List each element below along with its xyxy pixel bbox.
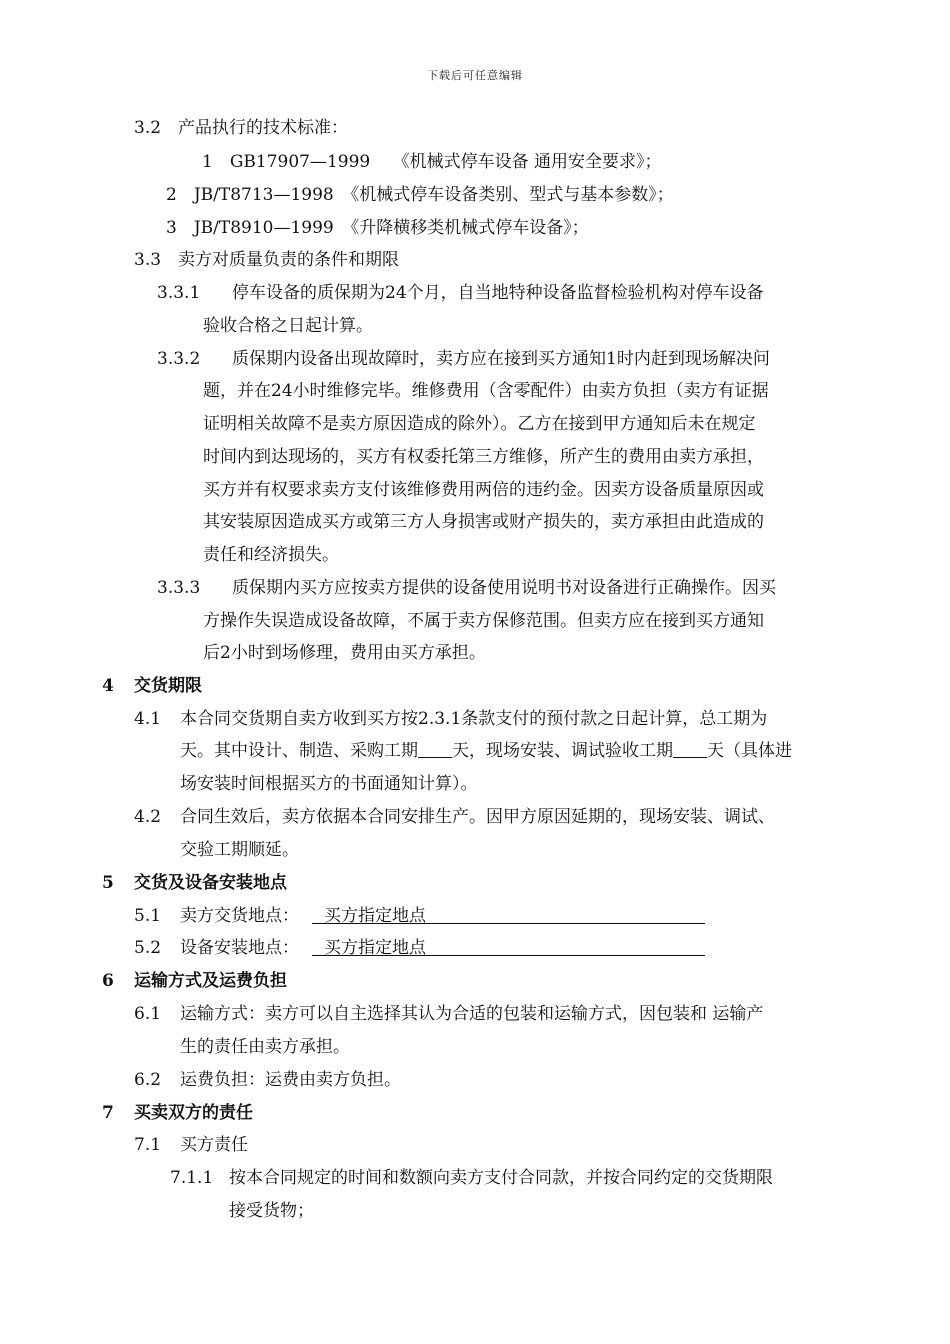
install-period-blank	[673, 741, 707, 761]
clause-4-2-line: 交验工期顺延。	[180, 840, 299, 860]
clause-3-3-2-line: 质保期内设备出现故障时，卖方应在接到买方通知1时内赶到现场解决问	[232, 349, 770, 369]
section-5-number: 5	[102, 873, 114, 893]
clause-5-2-label: 设备安装地点：	[180, 938, 299, 958]
clause-4-1-number: 4.1	[134, 709, 162, 729]
clause-3-3-2-line: 证明相关故障不是卖方原因造成的除外）。乙方在接到甲方通知后未在规定	[203, 414, 756, 434]
section-6-title: 运输方式及运费负担	[134, 971, 287, 991]
standard-item-1: 1 GB17907—1999 《机械式停车设备 通用安全要求》；	[202, 152, 662, 172]
clause-7-1-title: 买方责任	[180, 1135, 248, 1155]
clause-4-1-text: 天，现场安装、调试验收工期	[452, 741, 673, 761]
clause-7-1-1-number: 7.1.1	[170, 1168, 214, 1188]
clause-3-3-2-line: 时间内到达现场的，买方有权委托第三方维修，所产生的费用由卖方承担，	[203, 447, 764, 467]
clause-5-1-number: 5.1	[134, 906, 162, 926]
standard-item-2: 2 JB/T8713—1998 《机械式停车设备类别、型式与基本参数》；	[166, 185, 674, 205]
clause-3-3-1-line: 停车设备的质保期为24个月，自当地特种设备监督检验机构对停车设备	[232, 283, 764, 303]
clause-4-2-number: 4.2	[134, 807, 162, 827]
clause-5-1-label: 卖方交货地点：	[180, 906, 299, 926]
clause-3-3-2-line: 其安装原因造成买方或第三方人身损害或财产损失的，卖方承担由此造成的	[203, 512, 764, 532]
clause-6-1-line: 运输方式：卖方可以自主选择其认为合适的包装和运输方式，因包装和 运输产	[180, 1004, 764, 1024]
clause-6-1-number: 6.1	[134, 1004, 162, 1024]
clause-7-1-1-line: 按本合同规定的时间和数额向卖方支付合同款，并按合同约定的交货期限	[229, 1168, 773, 1188]
section-4-number: 4	[102, 676, 114, 696]
delivery-location-value: 买方指定地点	[312, 906, 705, 924]
clause-4-1-text: 天（具体进	[707, 741, 792, 761]
section-3-3-title: 3.3 卖方对质量负责的条件和期限	[134, 250, 400, 270]
clause-7-1-1-line: 接受货物；	[229, 1201, 314, 1221]
clause-3-3-2-line: 题，并在24小时维修完毕。维修费用（含零配件）由卖方负担（卖方有证据	[203, 381, 769, 401]
clause-6-2-line: 运费负担：运费由卖方负担。	[180, 1070, 401, 1090]
delivery-location-field	[312, 906, 705, 926]
clause-6-1-line: 生的责任由卖方承担。	[180, 1037, 350, 1057]
section-3-2-title: 3.2 产品执行的技术标准：	[134, 118, 349, 138]
clause-3-3-3-line: 质保期内买方应按卖方提供的设备使用说明书对设备进行正确操作。因买	[232, 578, 776, 598]
section-7-title: 买卖双方的责任	[134, 1103, 253, 1123]
clause-7-1-number: 7.1	[134, 1135, 162, 1155]
clause-3-3-3-number: 3.3.3	[157, 578, 201, 598]
clause-4-1-line	[180, 741, 792, 761]
page-header: 下载后可任意编辑	[427, 69, 523, 82]
section-6-number: 6	[102, 971, 114, 991]
clause-3-3-2-line: 责任和经济损失。	[203, 545, 339, 565]
clause-4-1-text: 天。其中设计、制造、采购工期	[180, 741, 418, 761]
clause-3-3-3-line: 方操作失误造成设备故障，不属于卖方保修范围。但卖方应在接到买方通知	[203, 611, 764, 631]
clause-4-2-line: 合同生效后，卖方依据本合同安排生产。因甲方原因延期的，现场安装、调试、	[180, 807, 775, 827]
clause-3-3-3-line: 后2小时到场修理，费用由买方承担。	[203, 643, 486, 663]
design-period-blank	[418, 741, 452, 761]
clause-4-1-line: 本合同交货期自卖方收到买方按2.3.1条款支付的预付款之日起计算，总工期为	[180, 709, 768, 729]
clause-3-3-2-line: 买方并有权要求卖方支付该维修费用两倍的违约金。因卖方设备质量原因或	[203, 480, 764, 500]
clause-3-3-1-line: 验收合格之日起计算。	[203, 316, 373, 336]
clause-4-1-line: 场安装时间根据买方的书面通知计算）。	[180, 774, 478, 794]
section-7-number: 7	[102, 1103, 114, 1123]
clause-5-2-number: 5.2	[134, 938, 162, 958]
clause-3-3-1-number: 3.3.1	[157, 283, 201, 303]
clause-6-2-number: 6.2	[134, 1070, 162, 1090]
standard-item-3: 3 JB/T8910—1999 《升降横移类机械式停车设备》；	[166, 218, 589, 238]
section-5-title: 交货及设备安装地点	[134, 873, 287, 893]
section-4-title: 交货期限	[134, 676, 202, 696]
install-location-value: 买方指定地点	[312, 938, 705, 956]
clause-3-3-2-number: 3.3.2	[157, 349, 201, 369]
install-location-field	[312, 938, 705, 958]
